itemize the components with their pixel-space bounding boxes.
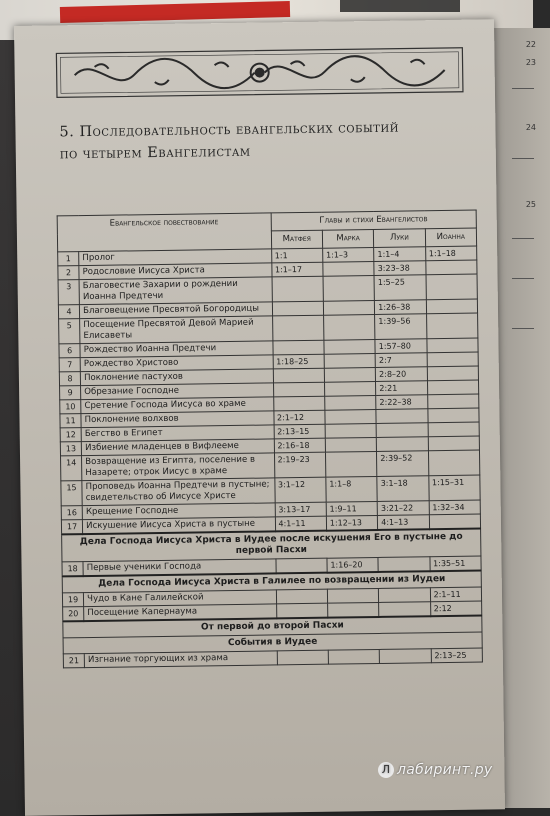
verse-reference — [379, 649, 431, 664]
row-number: 17 — [61, 520, 82, 535]
row-number: 15 — [61, 481, 82, 506]
event-title: Сретение Господа Иисуса во храме — [81, 397, 274, 414]
verse-reference — [325, 437, 377, 452]
verse-reference: 1:1–17 — [271, 262, 323, 277]
col-matthew: Матфея — [271, 230, 323, 249]
section-heading: Дела Господа Иисуса Христа в Иудее после искушения Его в пустыне до первой Пасхи — [62, 529, 481, 562]
verse-reference — [272, 276, 324, 302]
event-title: Пролог — [79, 249, 272, 266]
verse-reference — [427, 366, 479, 381]
verse-reference — [273, 368, 325, 383]
ornament-header — [54, 40, 465, 106]
event-title: Поклонение пастухов — [80, 369, 273, 386]
verse-reference — [272, 340, 324, 355]
verse-reference: 1:1 — [271, 248, 323, 263]
verse-reference — [377, 437, 429, 452]
verse-reference: 2:22–38 — [376, 395, 428, 410]
verse-reference: 2:16–18 — [274, 438, 326, 453]
verse-reference — [323, 275, 375, 301]
verse-reference — [325, 395, 377, 410]
verse-reference — [276, 589, 328, 604]
verse-reference — [325, 423, 377, 438]
event-title: Проповедь Иоанна Предтечи в пустыне; свидетельство об Иисусе Христе — [82, 478, 275, 506]
verse-reference — [429, 514, 481, 529]
watermark-text: лабиринт.ру — [397, 762, 493, 778]
event-title: Посещение Пресвятой Девой Марией Елисаветы — [80, 316, 273, 344]
verse-reference: 4:1–13 — [378, 515, 430, 530]
rule — [512, 238, 534, 239]
verse-reference — [276, 603, 328, 618]
event-title: Искушение Иисуса Христа в пустыне — [83, 517, 276, 534]
verse-reference — [376, 423, 428, 438]
row-number: 6 — [59, 344, 80, 358]
verse-reference — [427, 408, 479, 423]
event-title: Крещение Господне — [82, 503, 275, 520]
verse-reference — [324, 367, 376, 382]
dark-band — [340, 0, 460, 12]
rule — [512, 88, 534, 89]
rule — [512, 278, 534, 279]
verse-reference: 4:1–11 — [275, 516, 327, 531]
verse-reference: 1:26–38 — [375, 300, 427, 315]
verse-reference: 1:1–4 — [374, 247, 426, 262]
row-number: 5 — [59, 319, 80, 344]
rule — [512, 158, 534, 159]
verse-reference — [427, 338, 479, 353]
event-title: Избиение младенцев в Вифлееме — [81, 439, 274, 456]
event-title: Поклонение волхвов — [81, 411, 274, 428]
verse-reference — [428, 436, 480, 451]
verse-reference — [323, 261, 375, 276]
verse-reference — [378, 557, 430, 572]
row-number: 20 — [63, 607, 84, 622]
title-line-1: 5. Последовательность евангельских событий — [59, 119, 399, 141]
verse-reference — [327, 588, 379, 603]
verse-reference — [428, 422, 480, 437]
verse-reference: 2:19–23 — [274, 452, 326, 478]
narrative-header: Евангельское повествование — [57, 213, 271, 252]
row-number: 8 — [59, 372, 80, 386]
row-number: 9 — [60, 386, 81, 400]
verse-reference: 2:21 — [376, 381, 428, 396]
right-page-number: 22 — [525, 40, 536, 49]
section-heading: От первой до второй Пасхи — [63, 616, 482, 638]
verse-reference: 1:5–25 — [374, 275, 426, 301]
verse-reference: 2:1–11 — [430, 587, 482, 602]
row-number: 7 — [59, 358, 80, 372]
verse-reference — [324, 353, 376, 368]
verse-reference: 1:57–80 — [375, 339, 427, 354]
row-number: 14 — [61, 456, 82, 481]
row-number: 16 — [61, 506, 82, 520]
labirint-logo-icon: Л — [378, 762, 394, 778]
verse-reference — [323, 300, 375, 315]
verse-reference — [426, 299, 478, 314]
verse-reference — [324, 381, 376, 396]
row-number: 10 — [60, 400, 81, 414]
verse-reference — [272, 315, 324, 341]
verse-reference: 2:13–25 — [431, 648, 483, 663]
event-title: Чудо в Кане Галилейской — [84, 590, 277, 607]
verse-reference: 3:13–17 — [275, 502, 327, 517]
event-title: Возвращение из Египта, поселение в Назарете; отрок Иисус в храме — [82, 453, 275, 481]
row-number: 19 — [62, 593, 83, 607]
verse-reference — [425, 260, 477, 275]
verse-reference: 1:35–51 — [430, 556, 482, 571]
verse-reference: 3:23–38 — [374, 261, 426, 276]
verse-reference: 2:7 — [375, 353, 427, 368]
verse-reference — [272, 301, 324, 316]
verse-reference — [323, 314, 375, 340]
rule — [512, 328, 534, 329]
verse-reference: 3:21–22 — [377, 501, 429, 516]
events-table — [57, 210, 483, 669]
verse-reference: 1:1–18 — [425, 246, 477, 261]
verse-reference: 1:12–13 — [326, 515, 378, 530]
col-john: Иоанна — [425, 228, 477, 247]
verse-reference: 3:1–18 — [377, 476, 429, 502]
event-title: Рождество Христово — [80, 355, 273, 372]
verse-reference: 1:1–3 — [323, 247, 375, 262]
verse-reference: 3:1–12 — [274, 477, 326, 503]
verse-reference — [426, 274, 478, 300]
row-number: 3 — [58, 280, 79, 305]
verse-reference — [325, 451, 377, 477]
verse-reference — [327, 602, 379, 617]
section-heading: Дела Господа Иисуса Христа в Галилее по возвращении из Иудеи — [62, 571, 481, 593]
right-page-number: 25 — [525, 200, 536, 209]
event-title: Обрезание Господне — [81, 383, 274, 400]
row-number: 18 — [62, 562, 83, 577]
verse-reference — [428, 450, 480, 476]
event-title: Изгнание торгующих из храма — [84, 651, 277, 668]
verse-reference: 2:1–12 — [273, 410, 325, 425]
verse-reference: 2:39–52 — [377, 451, 429, 477]
right-page-number: 24 — [525, 123, 536, 132]
event-title: Бегство в Египет — [81, 425, 274, 442]
verse-reference: 1:9–11 — [326, 501, 378, 516]
verse-reference — [277, 650, 329, 665]
verse-reference: 1:39–56 — [375, 314, 427, 340]
event-title: Благовещение Пресвятой Богородицы — [80, 302, 273, 319]
verse-reference — [273, 382, 325, 397]
section-heading: События в Иудее — [63, 632, 482, 654]
verse-reference — [379, 588, 431, 603]
verse-reference: 1:16–20 — [327, 557, 379, 572]
verse-reference: 1:18–25 — [273, 354, 325, 369]
event-title: Первые ученики Господа — [83, 559, 276, 576]
row-number: 21 — [63, 654, 84, 668]
col-mark: Марка — [322, 229, 374, 248]
verse-reference — [325, 409, 377, 424]
right-page-number: 23 — [525, 58, 536, 67]
watermark — [378, 762, 492, 778]
evangelists-header: Главы и стихи Евангелистов — [271, 210, 477, 231]
row-number: 2 — [58, 266, 79, 280]
title-line-2: по четырем Евангелистам — [59, 143, 251, 163]
red-band — [60, 1, 290, 23]
verse-reference — [426, 313, 478, 339]
row-number: 13 — [60, 442, 81, 456]
verse-reference: 2:12 — [430, 601, 482, 616]
verse-reference: 1:1–8 — [326, 476, 378, 502]
verse-reference — [275, 558, 327, 573]
verse-reference — [376, 409, 428, 424]
verse-reference — [273, 396, 325, 411]
row-number: 4 — [58, 305, 79, 319]
event-title: Посещение Капернаума — [84, 604, 277, 621]
row-number: 12 — [60, 428, 81, 442]
event-title: Рождество Иоанна Предтечи — [80, 341, 273, 358]
verse-reference — [427, 380, 479, 395]
verse-reference: 1:15–31 — [428, 475, 480, 501]
page-title — [59, 116, 450, 165]
event-title: Благовестие Захарии о рождении Иоанна Предтечи — [79, 277, 272, 305]
event-title: Родословие Иисуса Христа — [79, 263, 272, 280]
book-page — [14, 19, 505, 816]
verse-reference: 2:13–15 — [274, 424, 326, 439]
verse-reference: 2:8–20 — [376, 367, 428, 382]
verse-reference: 1:32–34 — [429, 500, 481, 515]
verse-reference — [427, 394, 479, 409]
row-number: 11 — [60, 414, 81, 428]
verse-reference — [324, 339, 376, 354]
verse-reference — [379, 602, 431, 617]
row-number: 1 — [58, 252, 79, 266]
verse-reference — [328, 649, 380, 664]
col-luke: Луки — [374, 229, 426, 248]
verse-reference — [427, 352, 479, 367]
